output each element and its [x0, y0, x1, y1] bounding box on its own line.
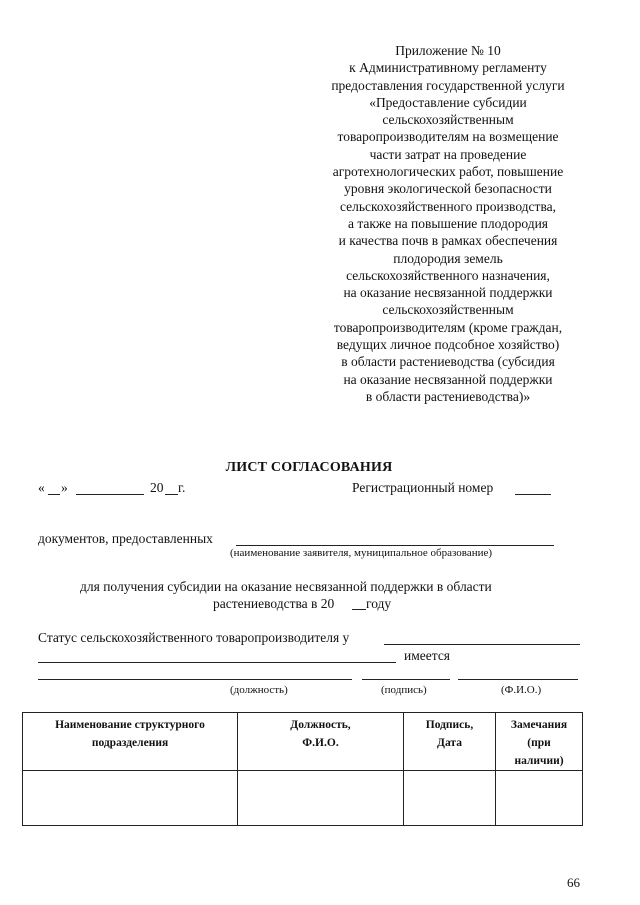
header-line: (при: [527, 737, 551, 749]
appendix-line: в области растениеводства (субсидия: [341, 354, 555, 370]
appendix-header: [300, 42, 596, 405]
table-row: [23, 771, 583, 826]
header-line: Дата: [437, 737, 462, 749]
status-has-label: имеется: [404, 648, 451, 663]
header-line: подразделения: [91, 737, 169, 749]
date-year-field[interactable]: [165, 494, 178, 495]
appendix-line: товаропроизводителям на возмещение: [337, 129, 559, 145]
appendix-line: предоставления государственной услуги: [331, 77, 565, 93]
table-header-row: [23, 713, 583, 771]
appendix-line: сельскохозяйственного назначения,: [346, 267, 550, 283]
appendix-line: уровня экологической безопасности: [344, 181, 552, 197]
purpose-line-2b: году: [366, 596, 392, 611]
header-line: Должность,: [290, 719, 351, 731]
appendix-line: и качества почв в рамках обеспечения: [338, 233, 558, 249]
header-position-fio: [238, 713, 404, 771]
date-year-prefix: 20: [150, 480, 164, 495]
applicant-name-field[interactable]: [236, 545, 554, 546]
cell-signature-date[interactable]: [404, 771, 496, 826]
approval-table: [22, 712, 583, 826]
date-month-field[interactable]: [76, 494, 144, 495]
appendix-line: сельскохозяйственным: [382, 302, 514, 318]
appendix-line: товаропроизводителям (кроме граждан,: [333, 319, 563, 335]
signature-field[interactable]: [362, 679, 450, 680]
purpose-line-2a: растениеводства в 20: [213, 596, 335, 611]
appendix-line: «Предоставление субсидии: [369, 94, 527, 110]
appendix-line: на оказание несвязанной поддержки: [343, 285, 553, 301]
appendix-line: сельскохозяйственного производства,: [339, 198, 557, 214]
header-line: Наименование структурного: [55, 719, 205, 731]
cell-department[interactable]: [23, 771, 238, 826]
appendix-line: плодородия земель: [393, 250, 503, 266]
position-hint: (должность): [230, 684, 288, 696]
fio-hint: (Ф.И.О.): [501, 684, 542, 696]
date-close-quote: »: [61, 480, 68, 495]
header-line: Замечания: [510, 719, 568, 731]
cell-position-fio[interactable]: [238, 771, 404, 826]
date-day-field[interactable]: [48, 494, 60, 495]
header-remarks: [496, 713, 583, 771]
cell-remarks[interactable]: [496, 771, 583, 826]
appendix-line: Приложение № 10: [395, 43, 501, 58]
purpose-line-1: для получения субсидии на оказание несвязанной поддержки в области: [80, 579, 492, 594]
header-line: Ф.И.О.: [302, 737, 339, 749]
status-label: Статус сельскохозяйственного товаропроизводителя у: [38, 630, 350, 645]
status-field-1[interactable]: [384, 644, 580, 645]
header-line: наличии): [514, 755, 564, 767]
appendix-line: в области растениеводства)»: [365, 388, 531, 404]
purpose-year-field[interactable]: [352, 609, 366, 610]
registration-number-field[interactable]: [515, 494, 551, 495]
appendix-line: агротехнологических работ, повышение: [332, 164, 564, 180]
header-line: Подпись,: [425, 719, 474, 731]
appendix-line: сельскохозяйственным: [382, 112, 514, 128]
appendix-line: к Административному регламенту: [349, 60, 547, 76]
signature-hint: (подпись): [381, 684, 427, 696]
appendix-line: а также на повышение плодородия: [347, 215, 549, 231]
applicant-name-hint: (наименование заявителя, муниципальное образование): [230, 547, 493, 559]
header-signature-date: [404, 713, 496, 771]
fio-field[interactable]: [458, 679, 578, 680]
appendix-line: на оказание несвязанной поддержки: [343, 371, 553, 387]
status-field-2[interactable]: [38, 662, 396, 663]
position-field[interactable]: [38, 679, 352, 680]
registration-number-label: Регистрационный номер: [352, 480, 494, 495]
date-open-quote: «: [38, 480, 45, 495]
header-department: [23, 713, 238, 771]
date-year-suffix: г.: [178, 480, 186, 495]
appendix-line: ведущих личное подсобное хозяйство): [336, 337, 560, 353]
document-title: ЛИСТ СОГЛАСОВАНИЯ: [225, 460, 393, 475]
appendix-line: части затрат на проведение: [369, 146, 527, 162]
documents-label: документов, предоставленных: [38, 531, 213, 546]
page-number: 66: [567, 875, 580, 890]
